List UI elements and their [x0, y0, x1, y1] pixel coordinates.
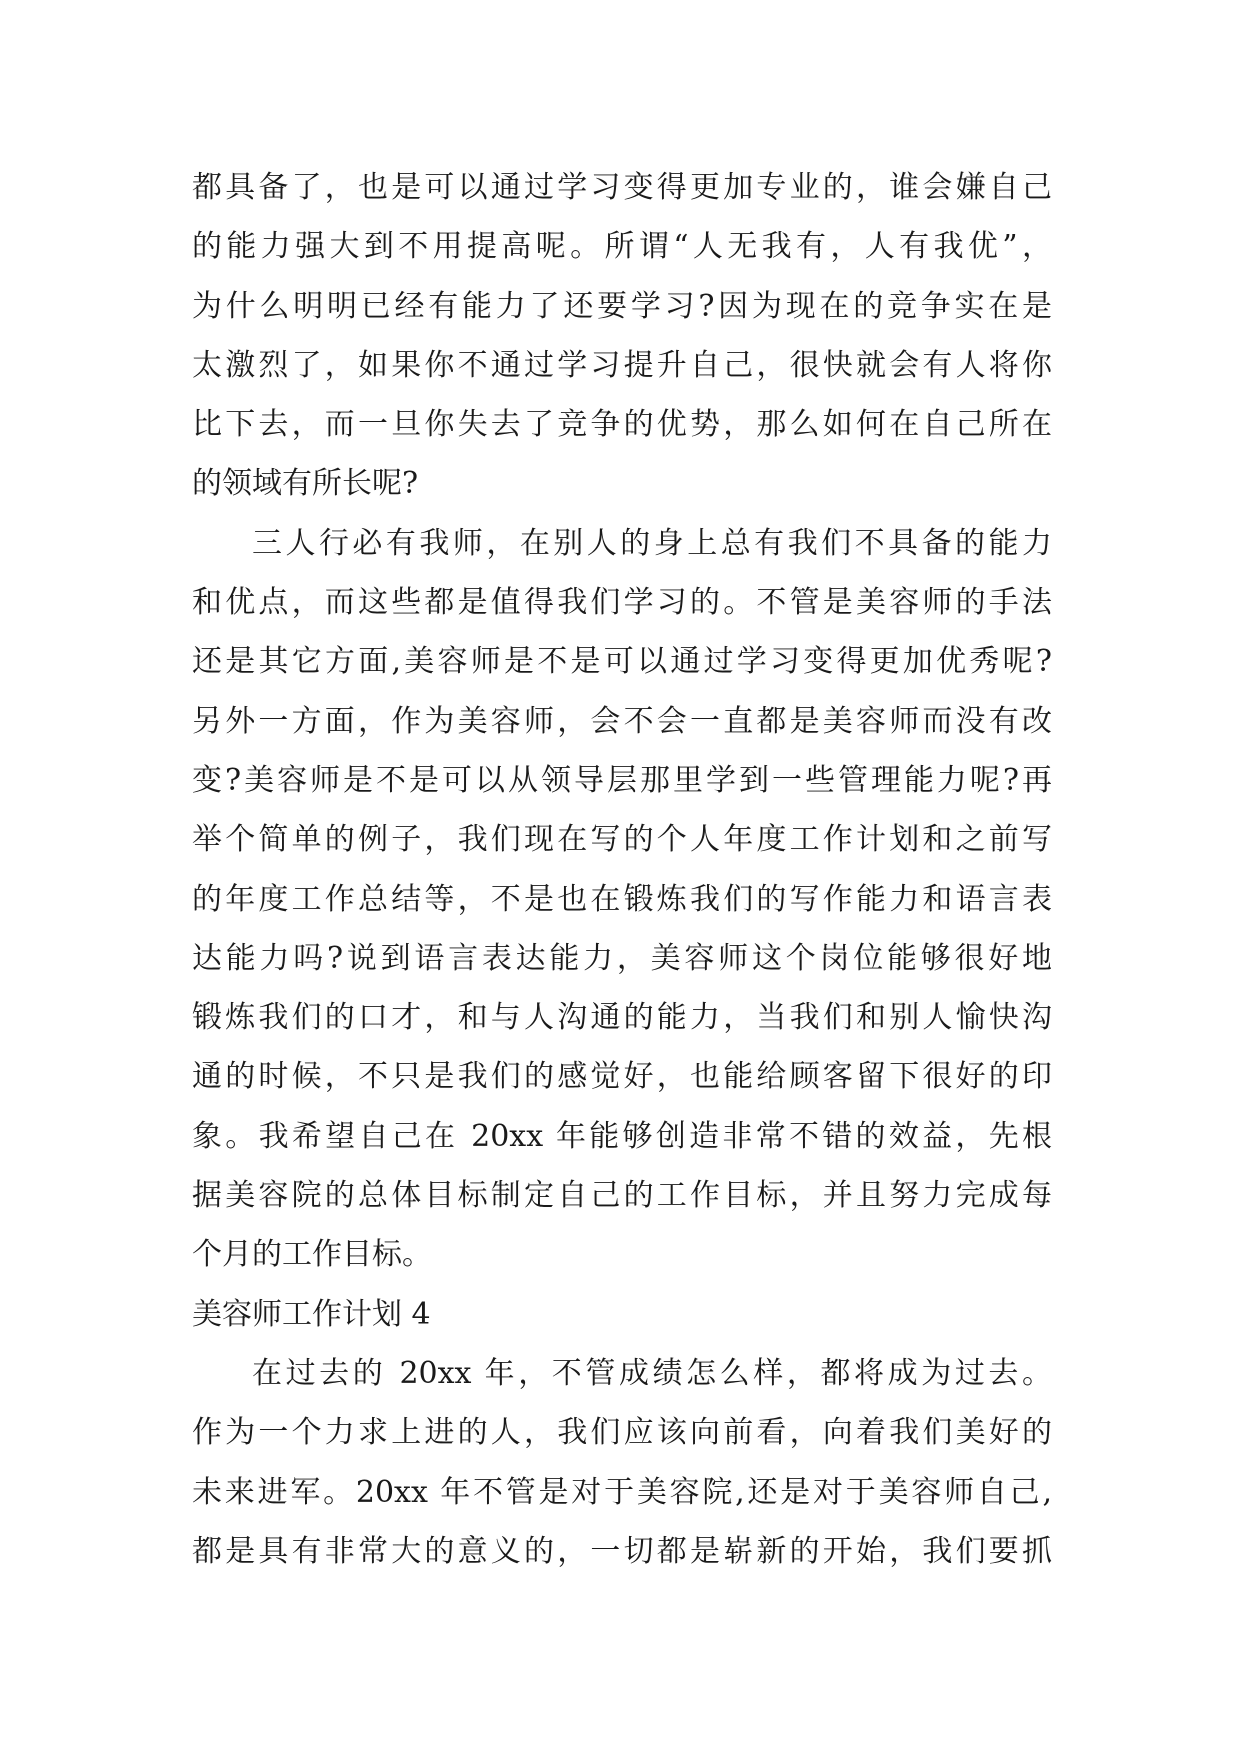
text-line: 的能力强大到不用提高呢。所谓“人无我有，人有我优”，: [192, 229, 1052, 265]
text-line: 都是具有非常大的意义的，一切都是崭新的开始，我们要抓: [192, 1533, 1052, 1569]
text-line: 作为一个力求上进的人，我们应该向前看，向着我们美好的: [192, 1415, 1052, 1451]
section-heading: 美容师工作计划 4: [192, 1296, 431, 1332]
text-line: 个月的工作目标。: [192, 1237, 432, 1273]
text-line: 的领域有所长呢?: [192, 466, 419, 502]
text-line: 太激烈了，如果你不通过学习提升自己，很快就会有人将你: [192, 347, 1052, 383]
text-line: 象。我希望自己在 20xx 年能够创造非常不错的效益，先根: [192, 1118, 1052, 1154]
text-line: 比下去，而一旦你失去了竞争的优势，那么如何在自己所在: [192, 407, 1052, 443]
text-line: 变?美容师是不是可以从领导层那里学到一些管理能力呢?再: [192, 762, 1052, 798]
text-line: 另外一方面，作为美容师，会不会一直都是美容师而没有改: [192, 703, 1052, 739]
text-line: 达能力吗?说到语言表达能力，美容师这个岗位能够很好地: [192, 940, 1052, 976]
text-line: 还是其它方面,美容师是不是可以通过学习变得更加优秀呢?: [192, 644, 1052, 680]
document-body: [192, 158, 1052, 1581]
text-line: 和优点，而这些都是值得我们学习的。不管是美容师的手法: [192, 585, 1052, 621]
text-line: 的年度工作总结等，不是也在锻炼我们的写作能力和语言表: [192, 881, 1052, 917]
text-line: 据美容院的总体目标制定自己的工作目标，并且努力完成每: [192, 1178, 1052, 1214]
text-line: 举个简单的例子，我们现在写的个人年度工作计划和之前写: [192, 822, 1052, 858]
text-line: 都具备了，也是可以通过学习变得更加专业的，谁会嫌自己: [192, 170, 1052, 205]
text-line: 在过去的 20xx 年，不管成绩怎么样，都将成为过去。: [252, 1355, 1052, 1391]
text-line: 为什么明明已经有能力了还要学习?因为现在的竞争实在是: [192, 288, 1052, 324]
text-line: 锻炼我们的口才，和与人沟通的能力，当我们和别人愉快沟: [192, 1000, 1052, 1036]
text-line: 通的时候，不只是我们的感觉好，也能给顾客留下很好的印: [192, 1059, 1052, 1095]
text-line: 三人行必有我师，在别人的身上总有我们不具备的能力: [252, 525, 1052, 561]
text-line: 未来进军。20xx 年不管是对于美容院,还是对于美容师自己,: [192, 1474, 1052, 1510]
